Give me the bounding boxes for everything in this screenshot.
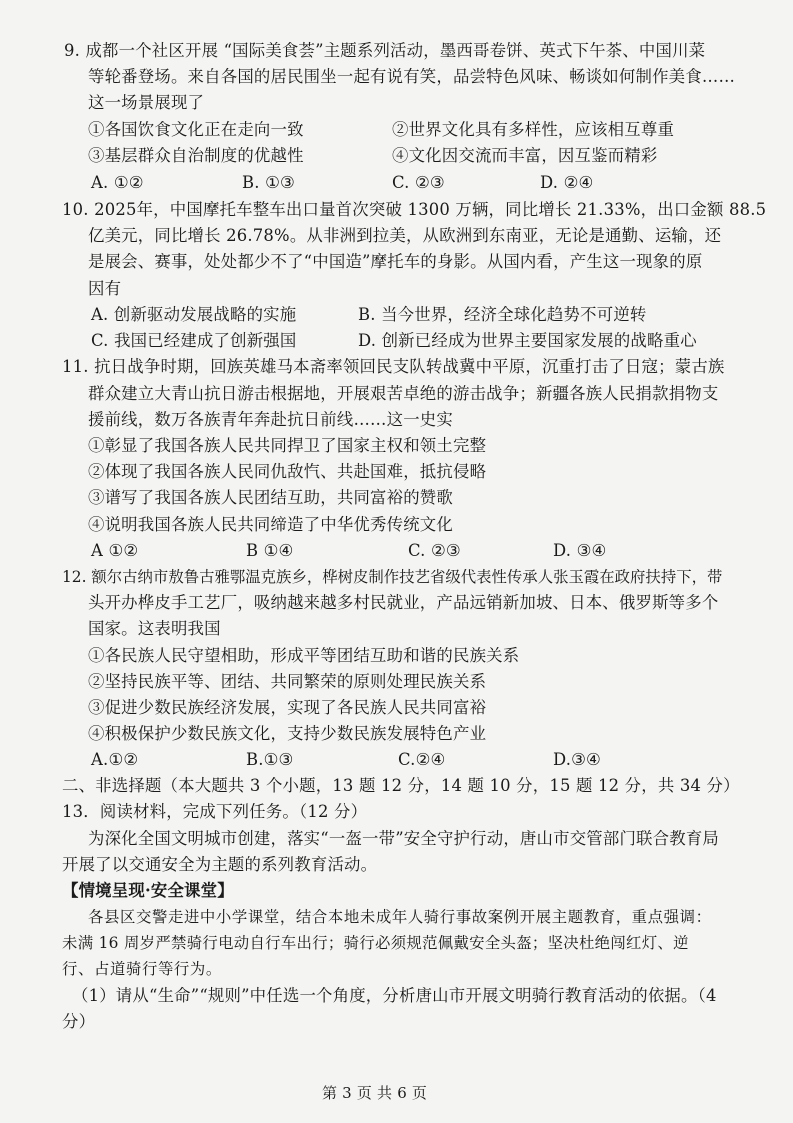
q11-option-d: D. ③④ [553, 541, 607, 560]
q12-option-a: A.①② [91, 750, 139, 769]
q13-scene-title: 【情境呈现·安全课堂】 [62, 881, 234, 900]
q12-option-c: C.②④ [398, 750, 446, 769]
q12-stem-line-3: 国家。这表明我国 [88, 619, 221, 638]
page-footer: 第 3 页 共 6 页 [322, 1084, 428, 1102]
q10-option-d: D. 创新已经成为世界主要国家发展的战略重心 [358, 331, 697, 350]
q9-statement-2: ②世界文化具有多样性，应该相互尊重 [392, 120, 675, 139]
q9-option-a: A. ①② [91, 173, 144, 192]
section-2-heading: 二、非选择题（本大题共 3 个小题，13 题 12 分，14 题 10 分，15 题 12 分，共 34 分） [62, 776, 740, 795]
q10-option-a: A. 创新驱动发展战略的实施 [91, 305, 297, 324]
q13-intro-line-2: 开展了以交通安全为主题的系列教育活动。 [62, 855, 378, 874]
q13-task-1-line-1: （1）请从“生命”“规则”中任选一个角度，分析唐山市开展文明骑行教育活动的依据。（4 [72, 986, 717, 1005]
q10-option-c: C. 我国已经建成了创新强国 [91, 331, 297, 350]
q12-option-b: B.①③ [246, 750, 294, 769]
q11-statement-3: ③谱写了我国各族人民团结互助，共同富裕的赞歌 [88, 488, 453, 507]
q10-stem-line-1: 10. 2025年，中国摩托车整车出口量首次突破 1300 万辆，同比增长 21.33%，出口金额 88.5 [62, 200, 767, 219]
q12-stem-line-2: 头开办桦皮手工艺厂，吸纳越来越多村民就业，产品远销新加坡、日本、俄罗斯等多个 [88, 593, 719, 612]
q13-task-1-line-2: 分） [62, 1012, 96, 1031]
q12-option-d: D.③④ [553, 750, 601, 769]
q9-statement-4: ④文化因交流而丰富，因互鉴而精彩 [392, 146, 658, 165]
q9-option-b: B. ①③ [242, 173, 295, 192]
q11-option-a: A ①② [91, 541, 139, 560]
q9-stem-line-2: 等轮番登场。来自各国的居民围坐一起有说有笑，品尝特色风味、畅谈如何制作美食…… [88, 67, 736, 86]
q9-option-d: D. ②④ [540, 173, 594, 192]
q12-statement-1: ①各民族人民守望相助，形成平等团结互助和谐的民族关系 [88, 646, 520, 665]
q13-scene-line-3: 行、占道骑行等行为。 [62, 960, 222, 978]
q11-statement-2: ②体现了我国各族人民同仇敌忾、共赴国难，抵抗侵略 [88, 462, 487, 481]
q11-stem-line-3: 援前线，数万各族青年奔赴抗日前线……这一史实 [88, 410, 453, 429]
q12-statement-2: ②坚持民族平等、团结、共同繁荣的原则处理民族关系 [88, 672, 487, 691]
q12-statement-4: ④积极保护少数民族文化，支持少数民族发展特色产业 [88, 724, 487, 743]
q11-statement-1: ①彰显了我国各族人民共同捍卫了国家主权和领土完整 [88, 436, 487, 455]
q10-stem-line-4: 因有 [88, 279, 122, 298]
q11-option-c: C. ②③ [408, 541, 461, 560]
q11-statement-4: ④说明我国各族人民共同缔造了中华优秀传统文化 [88, 515, 453, 534]
q11-stem-line-2: 群众建立大青山抗日游击根据地，开展艰苦卓绝的游击战争；新疆各族人民捐款捐物支 [88, 384, 719, 403]
q9-stem-line-3: 这一场景展现了 [88, 93, 205, 112]
q10-stem-line-3: 是展会、赛事，处处都少不了“中国造”摩托车的身影。从国内看，产生这一现象的原 [88, 252, 703, 271]
q12-stem-line-1: 12. 额尔古纳市敖鲁古雅鄂温克族乡，桦树皮制作技艺省级代表性传承人张玉霞在政府扶持下，带 [62, 568, 723, 586]
q9-option-c: C. ②③ [392, 173, 445, 192]
q11-stem-line-1: 11. 抗日战争时期，回族英雄马本斋率领回民支队转战冀中平原，沉重打击了日寇；蒙古族 [62, 357, 725, 376]
q11-option-b: B ①④ [246, 541, 294, 560]
q13-intro-line-1: 为深化全国文明城市创建，落实“一盔一带”安全守护行动，唐山市交管部门联合教育局 [88, 829, 720, 848]
q13-scene-line-2: 未满 16 周岁严禁骑行电动自行车出行；骑行必须规范佩戴安全头盔；坚决杜绝闯红灯、逆 [62, 934, 689, 952]
q9-statement-3: ③基层群众自治制度的优越性 [88, 146, 304, 165]
q10-option-b: B. 当今世界，经济全球化趋势不可逆转 [358, 305, 647, 324]
q9-statement-1: ①各国饮食文化正在走向一致 [88, 120, 304, 139]
q13-title: 13．阅读材料，完成下列任务。（12 分） [62, 802, 368, 821]
q9-stem-line-1: 9. 成都一个社区开展 “国际美食荟”主题系列活动，墨西哥卷饼、英式下午茶、中国川菜 [64, 41, 706, 60]
q10-stem-line-2: 亿美元，同比增长 26.78%。从非洲到拉美，从欧洲到东南亚，无论是通勤、运输，还 [88, 226, 722, 245]
q12-statement-3: ③促进少数民族经济发展，实现了各民族人民共同富裕 [88, 698, 487, 717]
q13-scene-line-1: 各县区交警走进中小学课堂，结合本地未成年人骑行事故案例开展主题教育，重点强调： [88, 908, 712, 926]
